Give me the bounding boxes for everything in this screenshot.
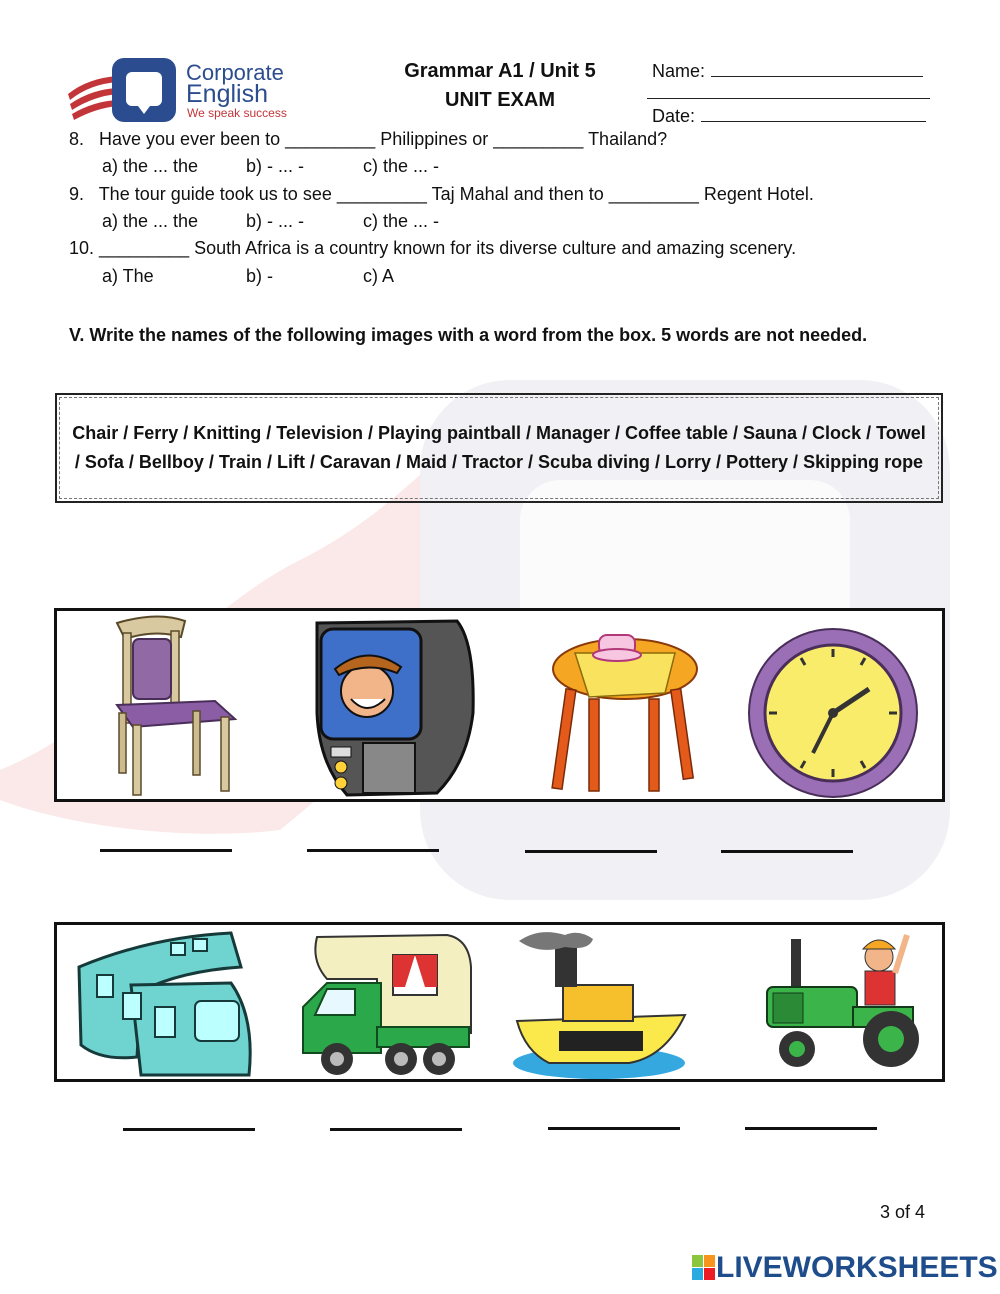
caravan-image — [297, 927, 477, 1079]
question-9-option-b[interactable]: b) - ... - — [246, 211, 304, 231]
question-9-option-a[interactable]: a) the ... the — [102, 211, 199, 231]
brand-name-line-1: Corporate — [186, 60, 284, 85]
coffee-table-image — [545, 613, 705, 799]
page-number: 3 of 4 — [880, 1202, 926, 1222]
brand-name-line-2: English — [186, 80, 268, 108]
answer-blank-3[interactable] — [525, 850, 657, 853]
image-row-1 — [54, 608, 945, 802]
liveworksheets-icon — [692, 1255, 716, 1281]
answer-blank-1[interactable] — [100, 849, 232, 852]
answer-blank-7[interactable] — [548, 1127, 680, 1130]
chair-image — [97, 613, 247, 799]
question-10-option-a[interactable]: a) The — [102, 266, 154, 286]
name-field[interactable] — [652, 60, 923, 82]
question-8: 8. Have you ever been to _________ Philippines or _________ Thailand? — [69, 129, 668, 149]
liveworksheets-logo[interactable] — [692, 1251, 998, 1285]
section-v-instructions: V. Write the names of the following images with a word from the box. 5 words are not needed. — [69, 325, 868, 345]
answer-blank-4[interactable] — [721, 850, 853, 853]
date-label: Date: — [652, 106, 696, 126]
word-box: Chair / Ferry / Knitting / Television / Playing paintball / Manager / Coffee table / Sauna / Clock / Towel / Sofa / Bellboy / Train / Lift / Caravan / Maid / Tractor / Scuba diving / Lorry / Pottery / Skipping rope — [55, 393, 943, 503]
name-label: Name: — [652, 61, 706, 81]
exam-subtitle: UNIT EXAM — [445, 89, 555, 111]
question-10: 10. _________ South Africa is a country known for its diverse culture and amazing scenery. — [69, 238, 797, 258]
answer-blank-6[interactable] — [330, 1128, 462, 1131]
question-9: 9. The tour guide took us to see _________ Taj Mahal and then to _________ Regent Hotel. — [69, 184, 814, 204]
answer-blank-2[interactable] — [307, 849, 439, 852]
liveworksheets-wordmark: LIVEWORKSHEETS — [716, 1251, 998, 1284]
brand-tagline: We speak success — [187, 106, 287, 120]
date-blank[interactable] — [701, 105, 926, 122]
question-10-option-c[interactable]: c) A — [363, 266, 395, 286]
name-blank[interactable] — [711, 60, 923, 77]
question-8-option-a[interactable]: a) the ... the — [102, 156, 199, 176]
question-8-option-b[interactable]: b) - ... - — [246, 156, 304, 176]
tractor-image — [757, 927, 937, 1079]
answer-blank-8[interactable] — [745, 1127, 877, 1130]
clock-image — [741, 625, 925, 801]
image-row-2 — [54, 922, 945, 1082]
question-8-option-c[interactable]: c) the ... - — [363, 156, 440, 176]
television-image — [307, 613, 482, 799]
train-image — [71, 927, 261, 1079]
question-9-option-c[interactable]: c) the ... - — [363, 211, 440, 231]
answer-blank-5[interactable] — [123, 1128, 255, 1131]
ferry-image — [509, 927, 689, 1079]
exam-title: Grammar A1 / Unit 5 — [404, 60, 596, 82]
name-blank-second-line[interactable] — [647, 97, 930, 99]
question-10-option-b[interactable]: b) - — [246, 266, 273, 286]
date-field[interactable] — [652, 105, 926, 127]
